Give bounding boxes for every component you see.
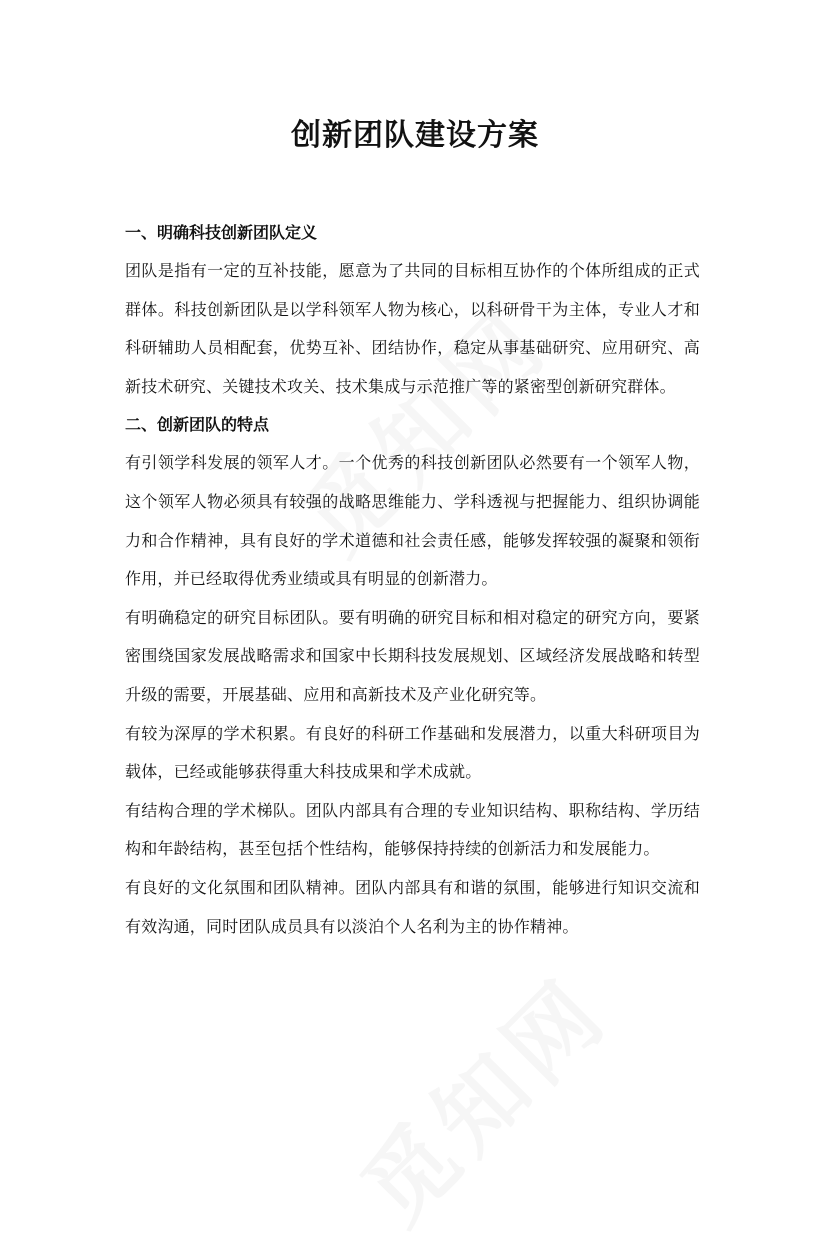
paragraph: 团队是指有一定的互补技能，愿意为了共同的目标相互协作的个体所组成的正式群体。科技创新团队是以学科领军人物为核心，以科研骨干为主体，专业人才和科研辅助人员相配套，优势互补、团结协作，稳定从事基础研究、应用研究、高新技术研究、关键技术攻关、技术集成与示范推广等的紧密型创新研究群体。 bbox=[125, 261, 700, 396]
paragraph: 有明确稳定的研究目标团队。要有明确的研究目标和相对稳定的研究方向，要紧密围绕国家发展战略需求和国家中长期科技发展规划、区域经济发展战略和转型升级的需要，开展基础、应用和高新技术及产业化研究等。 bbox=[125, 607, 700, 704]
paragraph: 有良好的文化氛围和团队精神。团队内部具有和谐的氛围，能够进行知识交流和有效沟通，同时团队成员具有以淡泊个人名利为主的协作精神。 bbox=[125, 877, 700, 936]
paragraph: 有结构合理的学术梯队。团队内部具有合理的专业知识结构、职称结构、学历结构和年龄结构，甚至包括个性结构，能够保持持续的创新活力和发展能力。 bbox=[125, 800, 700, 859]
watermark bbox=[328, 943, 632, 1247]
paragraph: 有引领学科发展的领军人才。一个优秀的科技创新团队必然要有一个领军人物，这个领军人物必须具有较强的战略思维能力、学科透视与把握能力、组织协调能力和合作精神，具有良好的学术道德和社会责任感，能够发挥较强的凝聚和领衔作用，并已经取得优秀业绩或具有明显的创新潜力。 bbox=[125, 453, 700, 589]
document-title: 创新团队建设方案 bbox=[291, 118, 539, 153]
section-heading: 一、明确科技创新团队定义 bbox=[125, 223, 318, 242]
document-body bbox=[125, 214, 700, 946]
section-heading: 二、创新团队的特点 bbox=[125, 415, 270, 435]
paragraph: 有较为深厚的学术积累。有良好的科研工作基础和发展潜力，以重大科研项目为载体，已经或能够获得重大科技成果和学术成就。 bbox=[125, 723, 700, 782]
